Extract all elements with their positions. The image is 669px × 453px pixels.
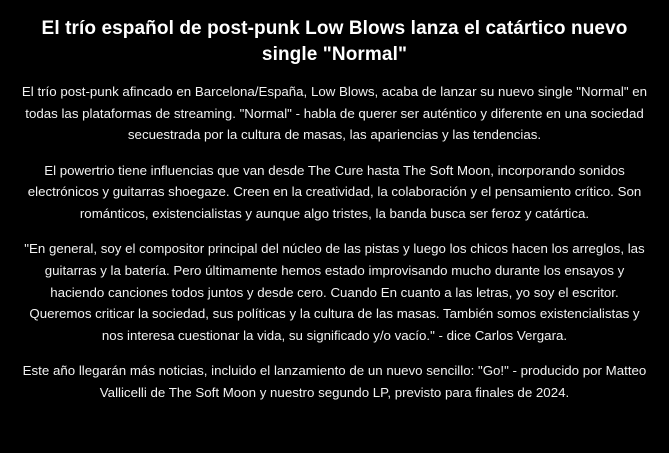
article-paragraph: El powertrio tiene influencias que van desde The Cure hasta The Soft Moon, incorporando sonidos electrónicos y guitarras shoegaze. Creen en la creatividad, la colaboración y el pensamiento crítico. Son románticos, existencialistas y aunque algo tristes, la banda busca ser feroz y catártica.	[27, 162, 642, 221]
article-paragraph: Este año llegarán más noticias, incluido el lanzamiento de un nuevo sencillo: "Go!" - producido por Matteo Vallicelli de The Soft Moon y nuestro segundo LP, previsto para finales de 2024.	[22, 363, 647, 400]
article-body	[18, 81, 651, 403]
page-title: El trío español de post-punk Low Blows lanza el catártico nuevo single "Normal"	[41, 18, 628, 65]
article-paragraph: "En general, soy el compositor principal del núcleo de las pistas y luego los chicos hacen los arreglos, las guitarras y la batería. Pero últimamente hemos estado improvisando mucho durante los ensayos y haciendo canciones todos juntos y desde cero. Cuando En cuanto a las letras, yo soy el escritor. Queremos criticar la sociedad, sus políticas y la cultura de las masas. También somos existencialistas y nos interesa cuestionar la vida, su significado y/o vacío." - dice Carlos Vergara.	[24, 241, 645, 343]
article-paragraph: El trío post-punk afincado en Barcelona/España, Low Blows, acaba de lanzar su nuevo single "Normal" en todas las plataformas de streaming. "Normal" - habla de querer ser auténtico y diferente en una sociedad secuestrada por la cultura de masas, las apariencias y las tendencias.	[21, 84, 648, 143]
